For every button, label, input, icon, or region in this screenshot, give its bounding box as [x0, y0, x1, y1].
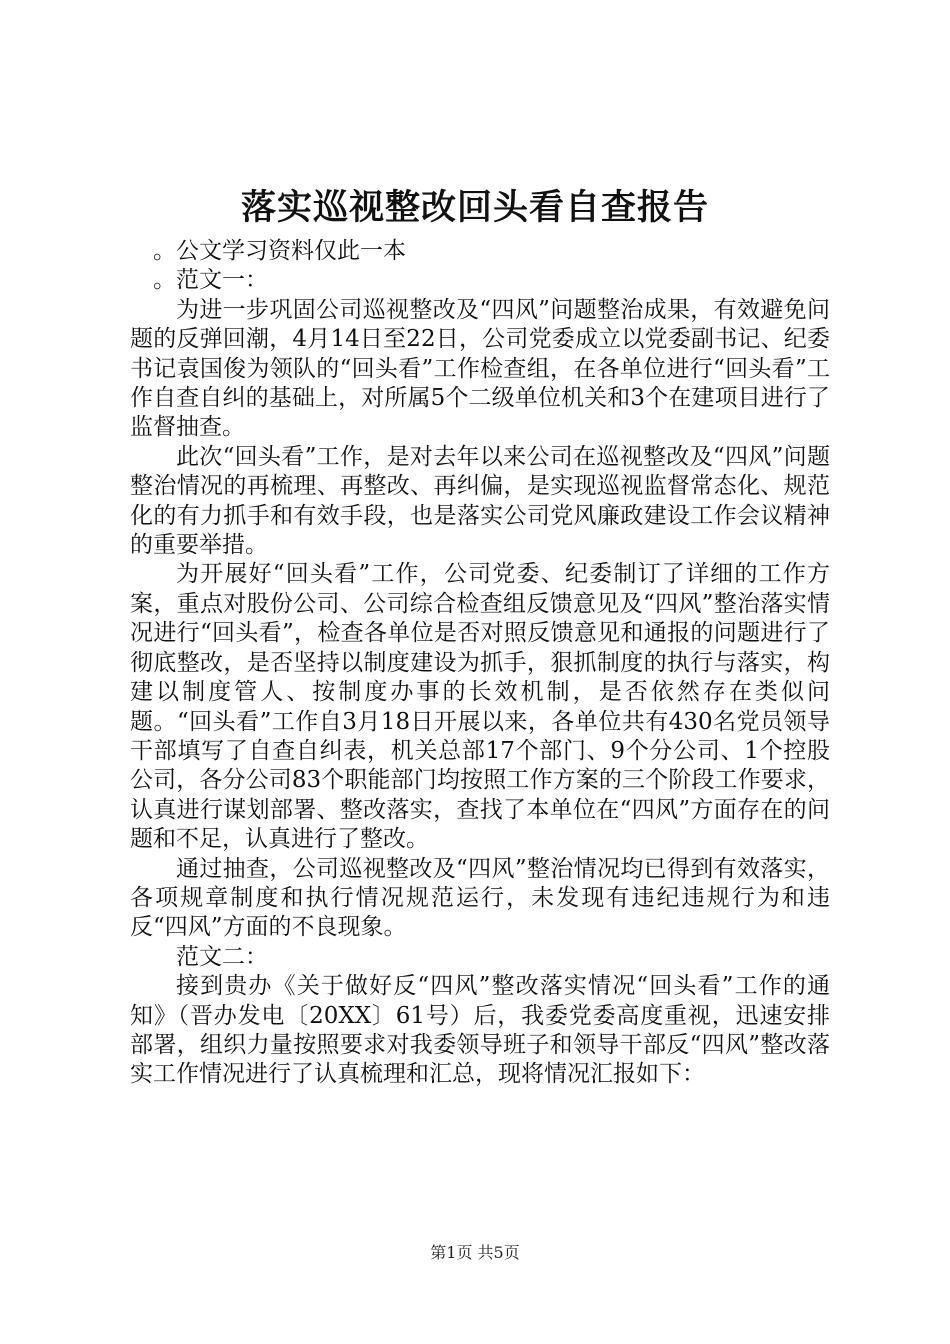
body-paragraph: 为开展好“回头看”工作，公司党委、纪委制订了详细的工作方案，重点对股份公司、公司综合检查组反馈意见及“四风”整治落实情况进行“回头看”，检查各单位是否对照反馈意见和通报的问题进行了彻底整改，是否坚持以制度建设为抓手，狠抓制度的执行与落实，构建以制度管人、按制度办事的长效机制，是否依然存在类似问题。“回头看”工作自3月18日开展以来，各单位共有430名党员领导干部填写了自查自纠表，机关总部17个部门、9个分公司、1个控股公司，各分公司83个职能部门均按照工作方案的三个阶段工作要求，认真进行谋划部署、整改落实，查找了本单位在“四风”方面存在的问题和不足，认真进行了整改。 [130, 561, 830, 853]
note-line: 。范文一： [153, 267, 268, 294]
body-paragraph: 接到贵办《关于做好反“四风”整改落实情况“回头看”工作的通知》（晋办发电〔20XX〕61号）后，我委党委高度重视，迅速安排部署，组织力量按照要求对我委领导班子和领导干部反“四风”整改落实工作情况进行了认真梳理和汇总，现将情况汇报如下： [130, 973, 830, 1088]
body-paragraph: 此次“回头看”工作，是对去年以来公司在巡视整改及“四风”问题整治情况的再梳理、再整改、再纠偏，是实现巡视监督常态化、规范化的有力抓手和有效手段，也是落实公司党风廉政建设工作会议精神的重要举措。 [130, 443, 830, 559]
body-paragraph: 通过抽查，公司巡视整改及“四风”整治情况均已得到有效落实，各项规章制度和执行情况规范运行，未发现有违纪违规行为和违反“四风”方面的不良现象。 [130, 855, 830, 941]
body-paragraph: 为进一步巩固公司巡视整改及“四风”问题整治成果，有效避免问题的反弹回潮，4月14日至22日，公司党委成立以党委副书记、纪委书记袁国俊为领队的“回头看”工作检查组，在各单位进行“回头看”工作自查自纠的基础上，对所属5个二级单位机关和3个在建项目进行了监督抽查。 [130, 296, 830, 441]
note-line: 。公文学习资料仅此一本 [153, 238, 406, 264]
section-heading: 范文二： [176, 943, 268, 970]
document-body [130, 237, 830, 1090]
document-title: 落实巡视整改回头看自查报告 [240, 187, 709, 228]
page-footer: 第1页 共5页 [430, 1243, 520, 1262]
